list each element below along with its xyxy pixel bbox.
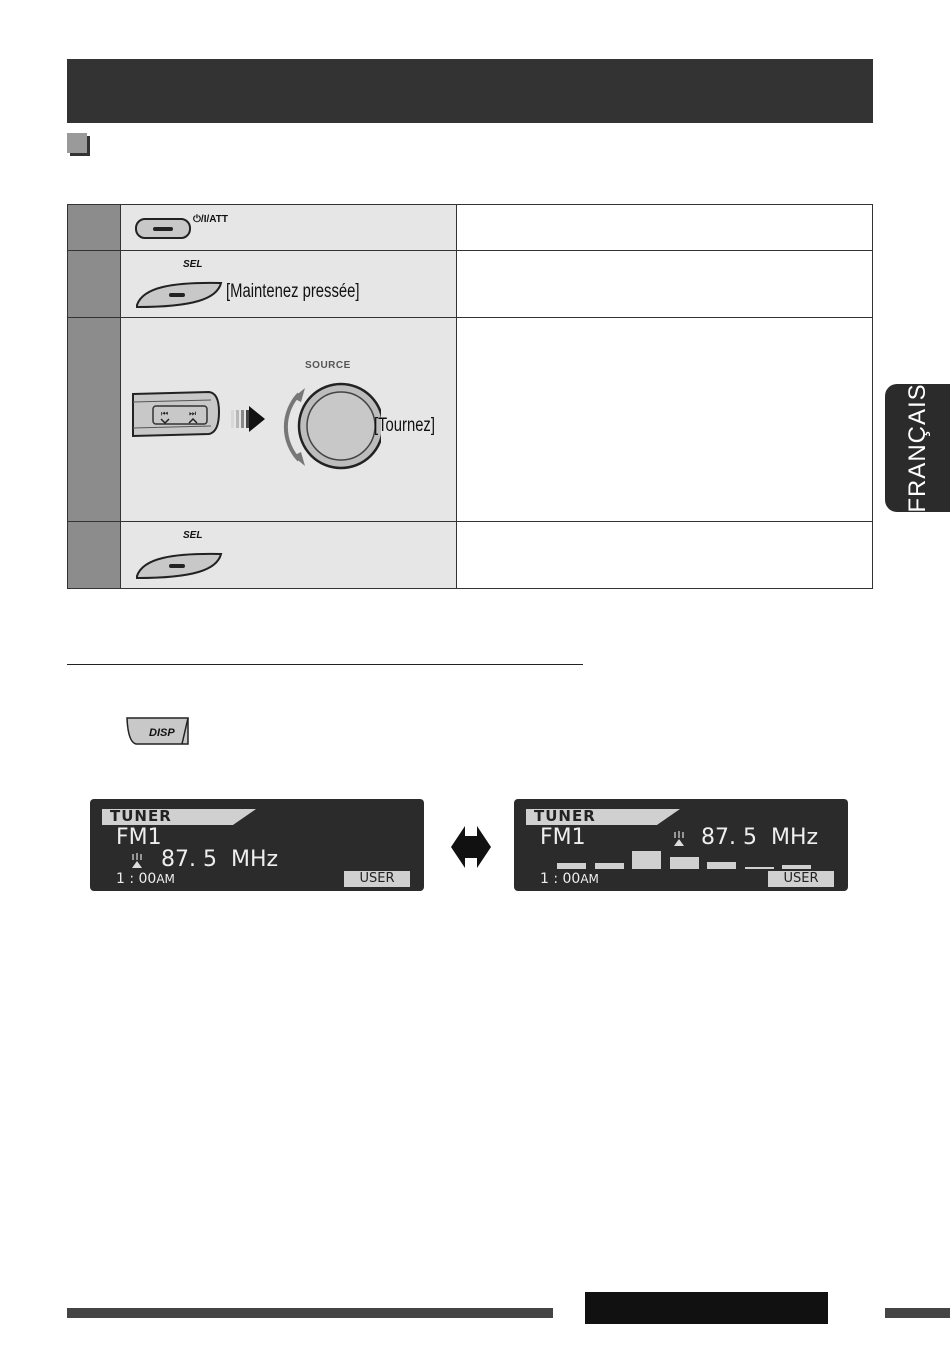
band-label: FM1: [116, 825, 162, 850]
step-picture-cell: [121, 251, 457, 318]
arrow-right-icon: [229, 396, 269, 442]
step-picture-cell: [121, 522, 457, 589]
source-knob-label: SOURCE: [305, 360, 351, 371]
hold-instruction: [Maintenez pressée]: [226, 281, 360, 302]
equalizer-bar: [670, 857, 699, 869]
user-mode-tag: USER: [768, 871, 834, 887]
equalizer-bar: [745, 867, 774, 869]
equalizer-bar: [707, 862, 736, 869]
disp-button-icon: [126, 716, 190, 746]
tuner-label: TUNER: [534, 807, 596, 825]
user-mode-tag: USER: [344, 871, 410, 887]
skip-buttons-icon: [131, 388, 221, 444]
section-marker-icon: [67, 133, 87, 153]
step-row: [68, 318, 873, 522]
footer-bar: [885, 1308, 950, 1318]
antenna-icon: [130, 853, 144, 869]
step-number-cell: [68, 318, 121, 522]
clock-readout: [540, 871, 599, 887]
step-description-cell: [457, 522, 873, 589]
step-description-cell: [457, 205, 873, 251]
equalizer-bar: [557, 863, 586, 869]
sel-button-label: SEL: [183, 530, 203, 541]
band-label: FM1: [540, 825, 586, 850]
steps-table: [67, 204, 873, 589]
turn-instruction: [Tournez]: [374, 415, 435, 436]
page-number-box: [585, 1292, 828, 1324]
frequency-readout: 87. 5 MHz: [161, 847, 279, 872]
equalizer-bar: [595, 863, 624, 869]
language-tab-label: FRANÇAIS: [903, 383, 931, 513]
step-number-cell: [68, 522, 121, 589]
section-underline: [67, 664, 583, 665]
equalizer-bar: [782, 865, 811, 869]
language-tab: [885, 384, 950, 512]
step-number-cell: [68, 205, 121, 251]
tuner-label: TUNER: [110, 807, 172, 825]
display-default: [90, 799, 424, 891]
step-description-cell: [457, 318, 873, 522]
power-button-label: ⏻/I/ATT: [193, 214, 228, 225]
step-row: [68, 522, 873, 589]
step-description-cell: [457, 251, 873, 318]
sel-button-label: SEL: [183, 259, 203, 270]
clock-suffix: AM: [156, 872, 175, 886]
sel-button-icon: [133, 550, 225, 582]
sel-button-icon: [133, 279, 225, 311]
step-picture-cell: [121, 318, 457, 522]
step-row: [68, 251, 873, 318]
antenna-icon: [672, 831, 686, 847]
power-button-icon: [134, 216, 192, 242]
step-picture-cell: [121, 205, 457, 251]
footer-bar: [67, 1308, 553, 1318]
source-knob-icon: [271, 376, 381, 476]
frequency-readout: 87. 5 MHz: [701, 825, 819, 850]
equalizer-bar: [632, 851, 661, 869]
step-row: [68, 205, 873, 251]
clock-readout: [116, 871, 175, 887]
svg-text:⏭: ⏭: [189, 409, 197, 418]
header-bar: [67, 59, 873, 123]
display-equalizer: [514, 799, 848, 891]
step-number-cell: [68, 251, 121, 318]
toggle-arrow-icon: [451, 824, 491, 870]
clock-time: 1 : 00: [116, 871, 157, 887]
clock-time: 1 : 00: [540, 871, 581, 887]
clock-suffix: AM: [580, 872, 599, 886]
disp-button-label: DISP: [149, 727, 175, 739]
svg-text:⏮: ⏮: [161, 409, 169, 418]
